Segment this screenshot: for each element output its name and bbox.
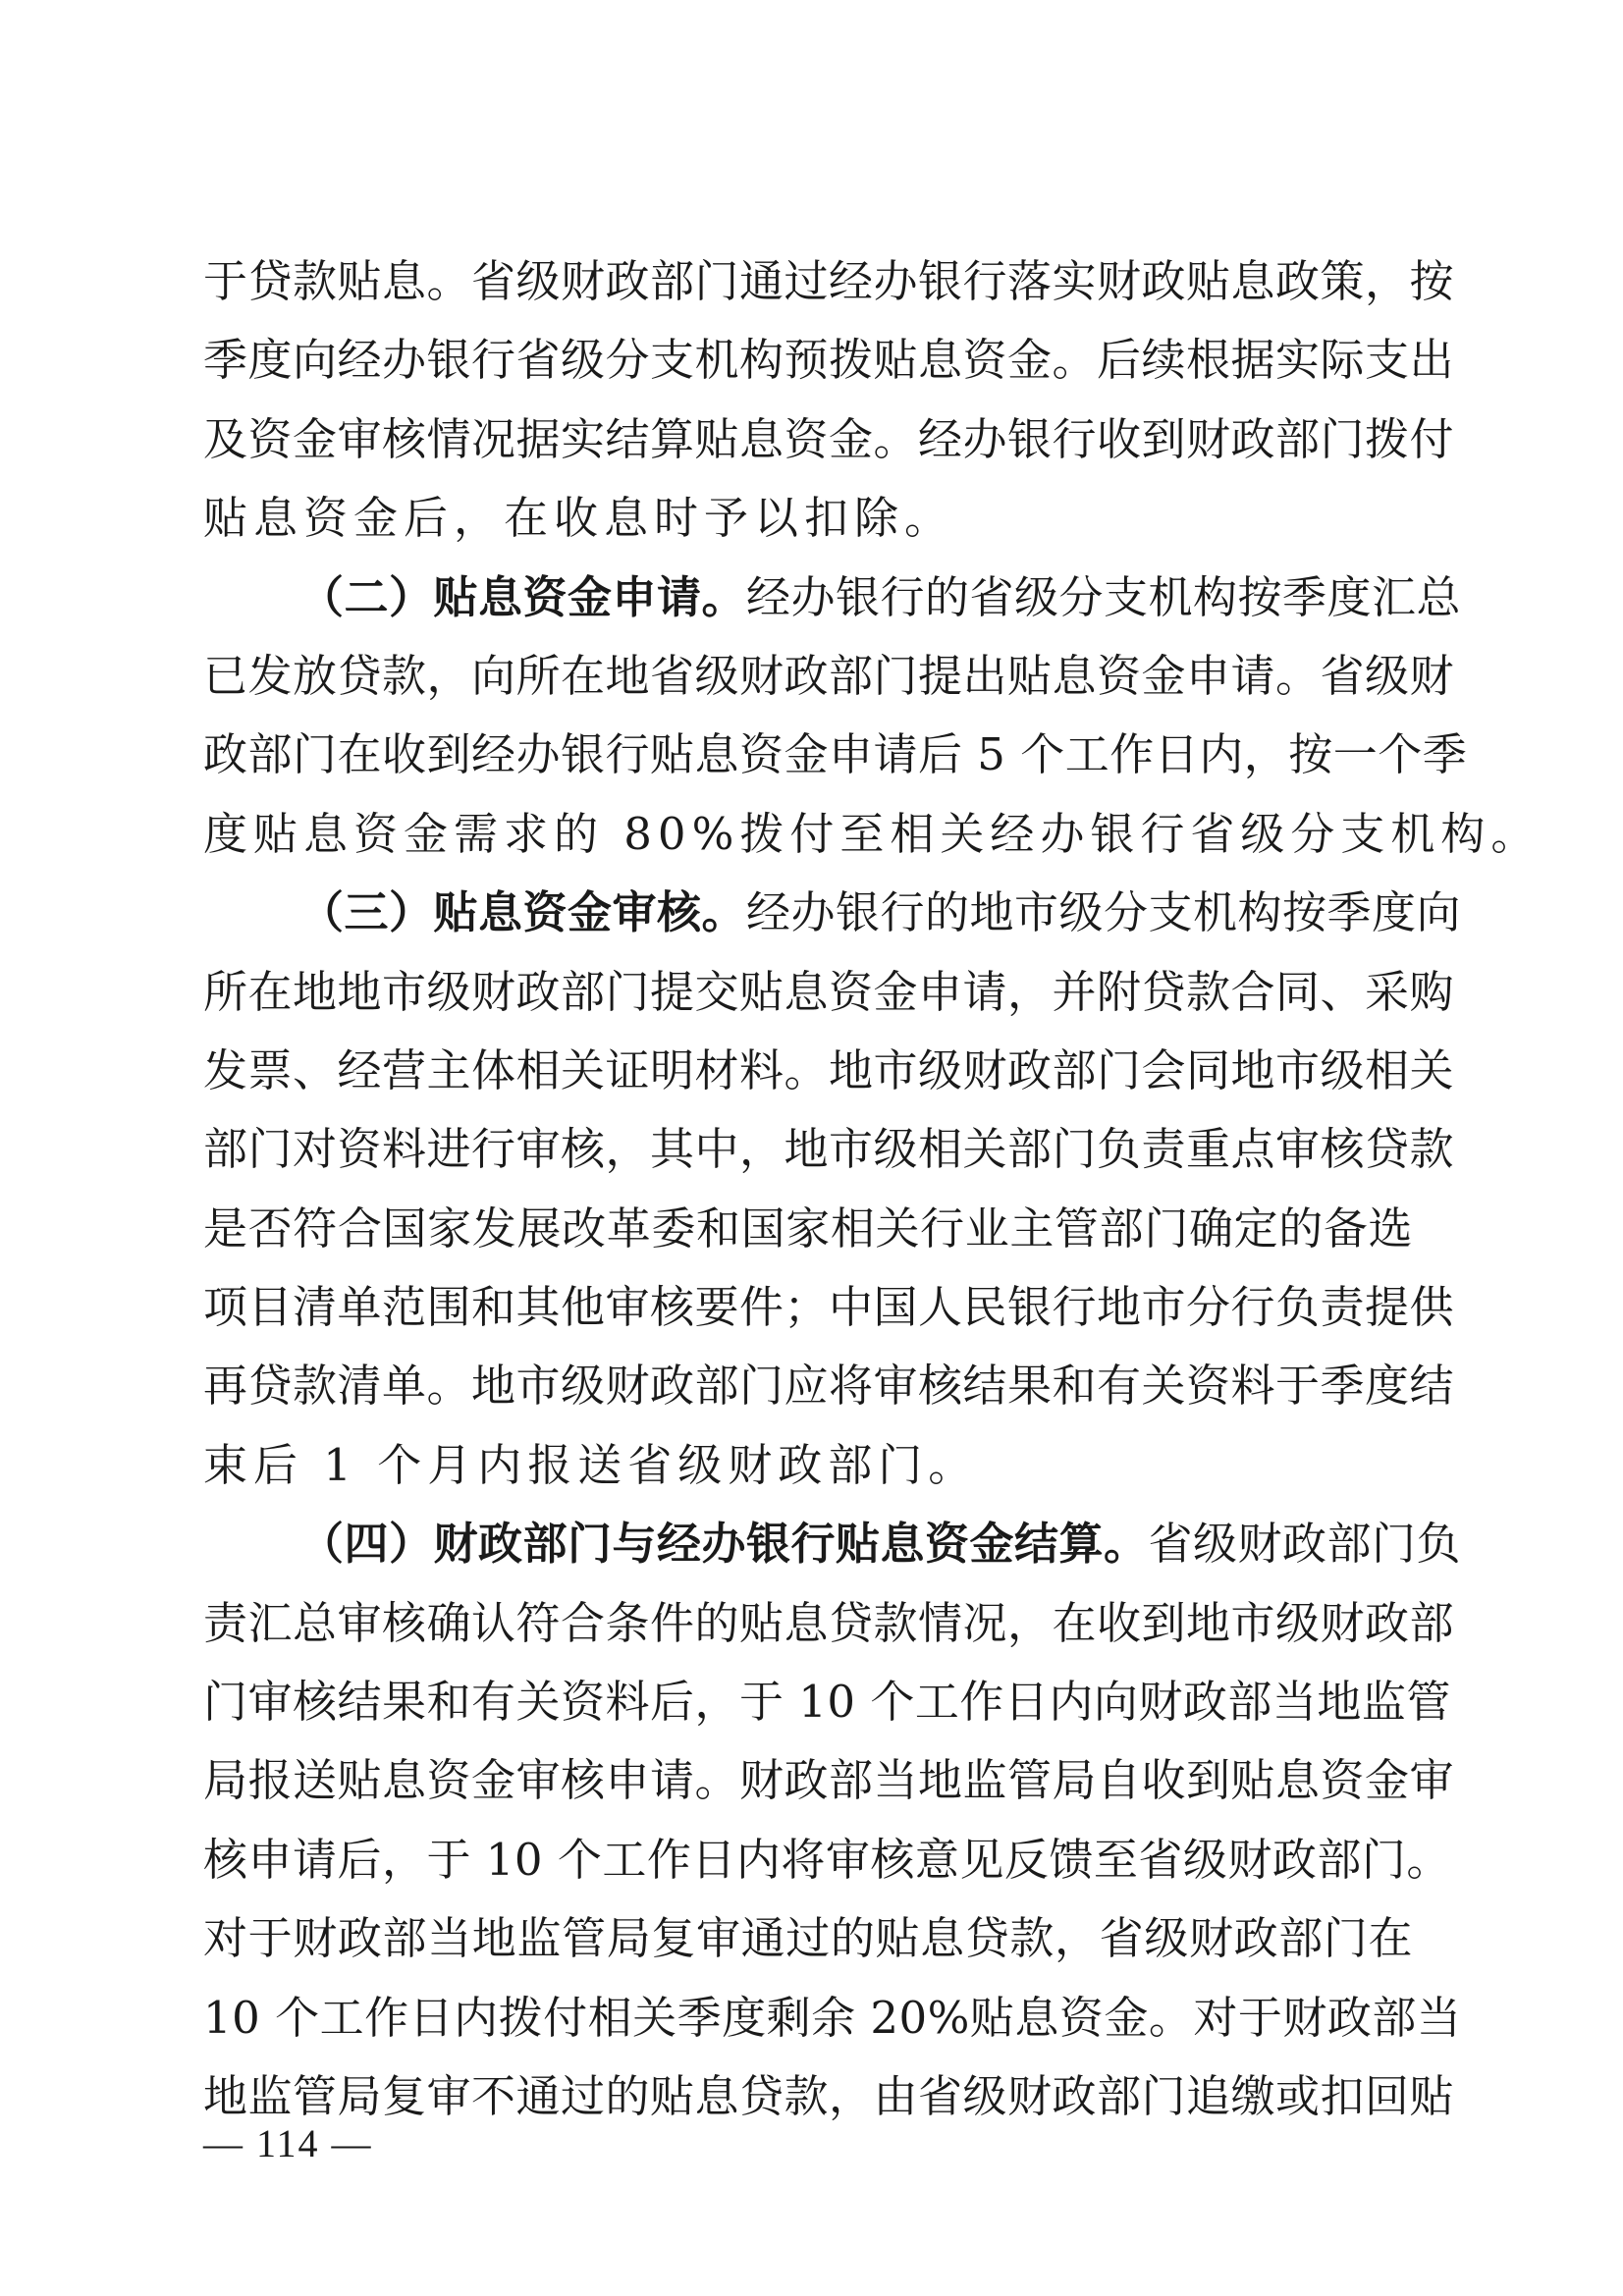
section-heading: （四）财政部门与经办银行贴息资金结算。	[299, 1518, 1149, 1571]
text-line: 地监管局复审不通过的贴息贷款，由省级财政部门追缴或扣回贴	[203, 2069, 1455, 2122]
text-line: 再贷款清单。地市级财政部门应将审核结果和有关资料于季度结	[203, 1360, 1455, 1413]
text-line: 束后 1 个月内报送省级财政部门。	[203, 1438, 979, 1491]
text-line: 部门对资料进行审核，其中，地市级相关部门负责重点审核贷款	[203, 1123, 1455, 1176]
text-line: 发票、经营主体相关证明材料。地市级财政部门会同地市级相关	[203, 1043, 1455, 1096]
section-heading-line: （三）贴息资金审核。经办银行的地市级分支机构按季度向	[299, 886, 1462, 939]
text-line: 局报送贴息资金审核申请。财政部当地监管局自收到贴息资金审	[203, 1754, 1455, 1807]
text-line: 季度向经办银行省级分支机构预拨贴息资金。后续根据实际支出	[203, 334, 1455, 387]
text-line: 对于财政部当地监管局复审通过的贴息贷款，省级财政部门在	[203, 1912, 1413, 1965]
text-line: 是否符合国家发展改革委和国家相关行业主管部门确定的备选	[203, 1201, 1413, 1255]
text-line: 度贴息资金需求的 80%拨付至相关经办银行省级分支机构。	[203, 807, 1542, 860]
section-heading: （三）贴息资金审核。	[299, 886, 747, 939]
text-line: 于贷款贴息。省级财政部门通过经办银行落实财政贴息政策，按	[203, 255, 1455, 307]
text-line: 及资金审核情况据实结算贴息资金。经办银行收到财政部门拨付	[203, 412, 1455, 465]
text-line: 已发放贷款，向所在地省级财政部门提出贴息资金申请。省级财	[203, 649, 1455, 702]
text-line: 责汇总审核确认符合条件的贴息贷款情况，在收到地市级财政部	[203, 1596, 1455, 1649]
section-heading-line: （二）贴息资金申请。经办银行的省级分支机构按季度汇总	[299, 570, 1462, 623]
text-line: 所在地地市级财政部门提交贴息资金申请，并附贷款合同、采购	[203, 965, 1455, 1018]
text-line: 贴息资金后，在收息时予以扣除。	[203, 492, 955, 545]
text-line: 门审核结果和有关资料后，于 10 个工作日内向财政部当地监管	[203, 1676, 1451, 1729]
section-heading-line: （四）财政部门与经办银行贴息资金结算。省级财政部门负	[299, 1518, 1462, 1571]
text-line: 政部门在收到经办银行贴息资金申请后 5 个工作日内，按一个季	[203, 728, 1468, 781]
text-line: 项目清单范围和其他审核要件；中国人民银行地市分行负责提供	[203, 1281, 1455, 1334]
text-line: 核申请后，于 10 个工作日内将审核意见反馈至省级财政部门。	[203, 1833, 1451, 1886]
body-text	[203, 242, 1542, 2136]
page-number: — 114 —	[203, 2121, 373, 2165]
text-line: 10 个工作日内拨付相关季度剩余 20%贴息资金。对于财政部当	[203, 1991, 1462, 2044]
section-heading: （二）贴息资金申请。	[299, 570, 747, 623]
